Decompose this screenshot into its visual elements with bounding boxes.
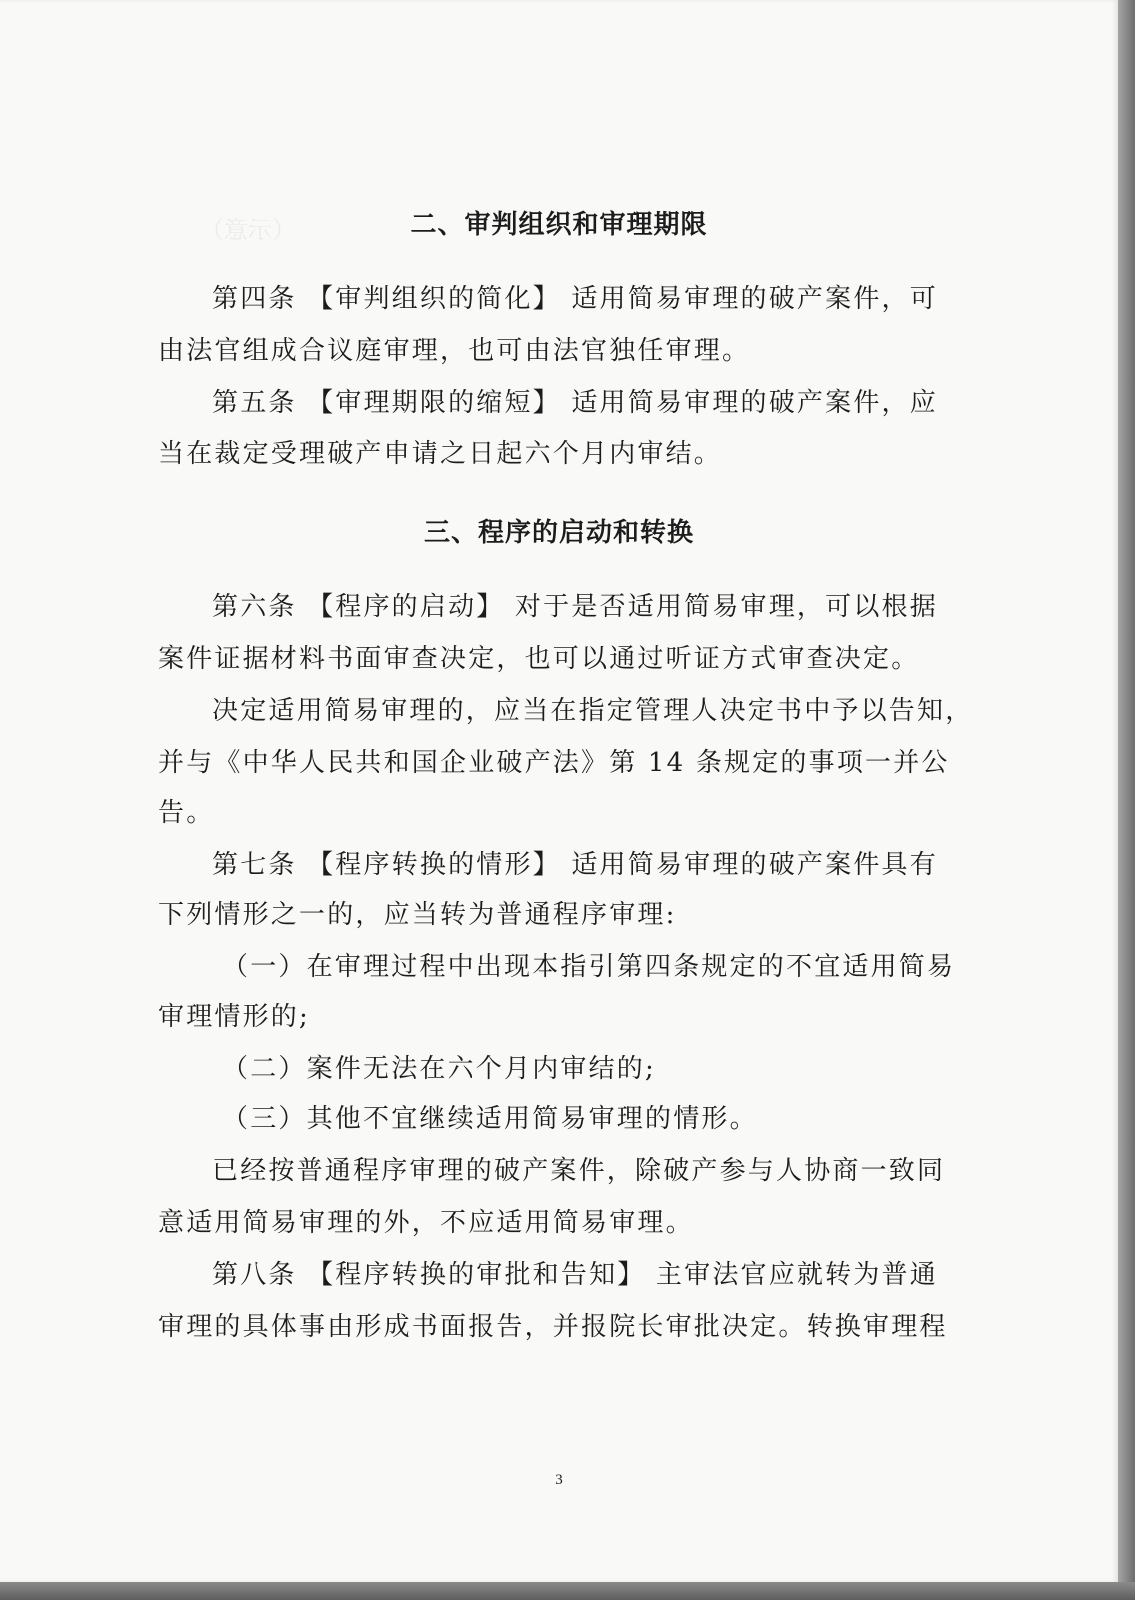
article-6-line-3: 决定适用简易审理的，应当在指定管理人决定书中予以告知， [212,696,974,726]
article-6-line-5: 告。 [158,798,215,828]
scanner-edge-right [1118,0,1135,1600]
article-6-line-4: 并与《中华人民共和国企业破产法》第 14 条规定的事项一并公 [158,748,950,778]
bleed-through-text: （示意） [200,216,296,244]
article-8-line-1: 第八条 【程序转换的审批和告知】 主审法官应就转为普通 [212,1260,938,1290]
article-7-line-6: 已经按普通程序审理的破产案件，除破产参与人协商一致同 [212,1156,946,1186]
article-7-line-1: 第七条 【程序转换的情形】 适用简易审理的破产案件具有 [212,850,938,880]
article-7-item-3: （三）其他不宜继续适用简易审理的情形。 [222,1104,758,1134]
section-heading-3: 三、程序的启动和转换 [423,518,694,548]
section-heading-2: 二、审判组织和审理期限 [410,210,708,240]
article-8-line-2: 审理的具体事由形成书面报告，并报院长审批决定。转换审理程 [158,1312,948,1342]
article-7-item-1-line-2: 审理情形的; [158,1002,310,1032]
article-6-line-1: 第六条 【程序的启动】 对于是否适用简易审理，可以根据 [212,592,938,622]
article-5-line-1: 第五条 【审理期限的缩短】 适用简易审理的破产案件，应 [212,388,938,418]
article-7-item-2: （二）案件无法在六个月内审结的; [222,1054,656,1084]
article-7-line-2: 下列情形之一的，应当转为普通程序审理: [158,900,677,930]
article-7-item-1-line-1: （一）在审理过程中出现本指引第四条规定的不宜适用简易 [222,952,956,982]
page-number: 3 [555,1472,563,1488]
article-5-line-2: 当在裁定受理破产申请之日起六个月内审结。 [158,439,723,469]
article-6-line-2: 案件证据材料书面审查决定，也可以通过听证方式审查决定。 [158,644,920,674]
article-4-line-1: 第四条 【审判组织的简化】 适用简易审理的破产案件，可 [212,284,938,314]
scanner-edge-bottom [0,1582,1135,1600]
article-4-line-2: 由法官组成合议庭审理，也可由法官独任审理。 [158,336,751,366]
article-7-line-7: 意适用简易审理的外，不应适用简易审理。 [158,1208,694,1238]
